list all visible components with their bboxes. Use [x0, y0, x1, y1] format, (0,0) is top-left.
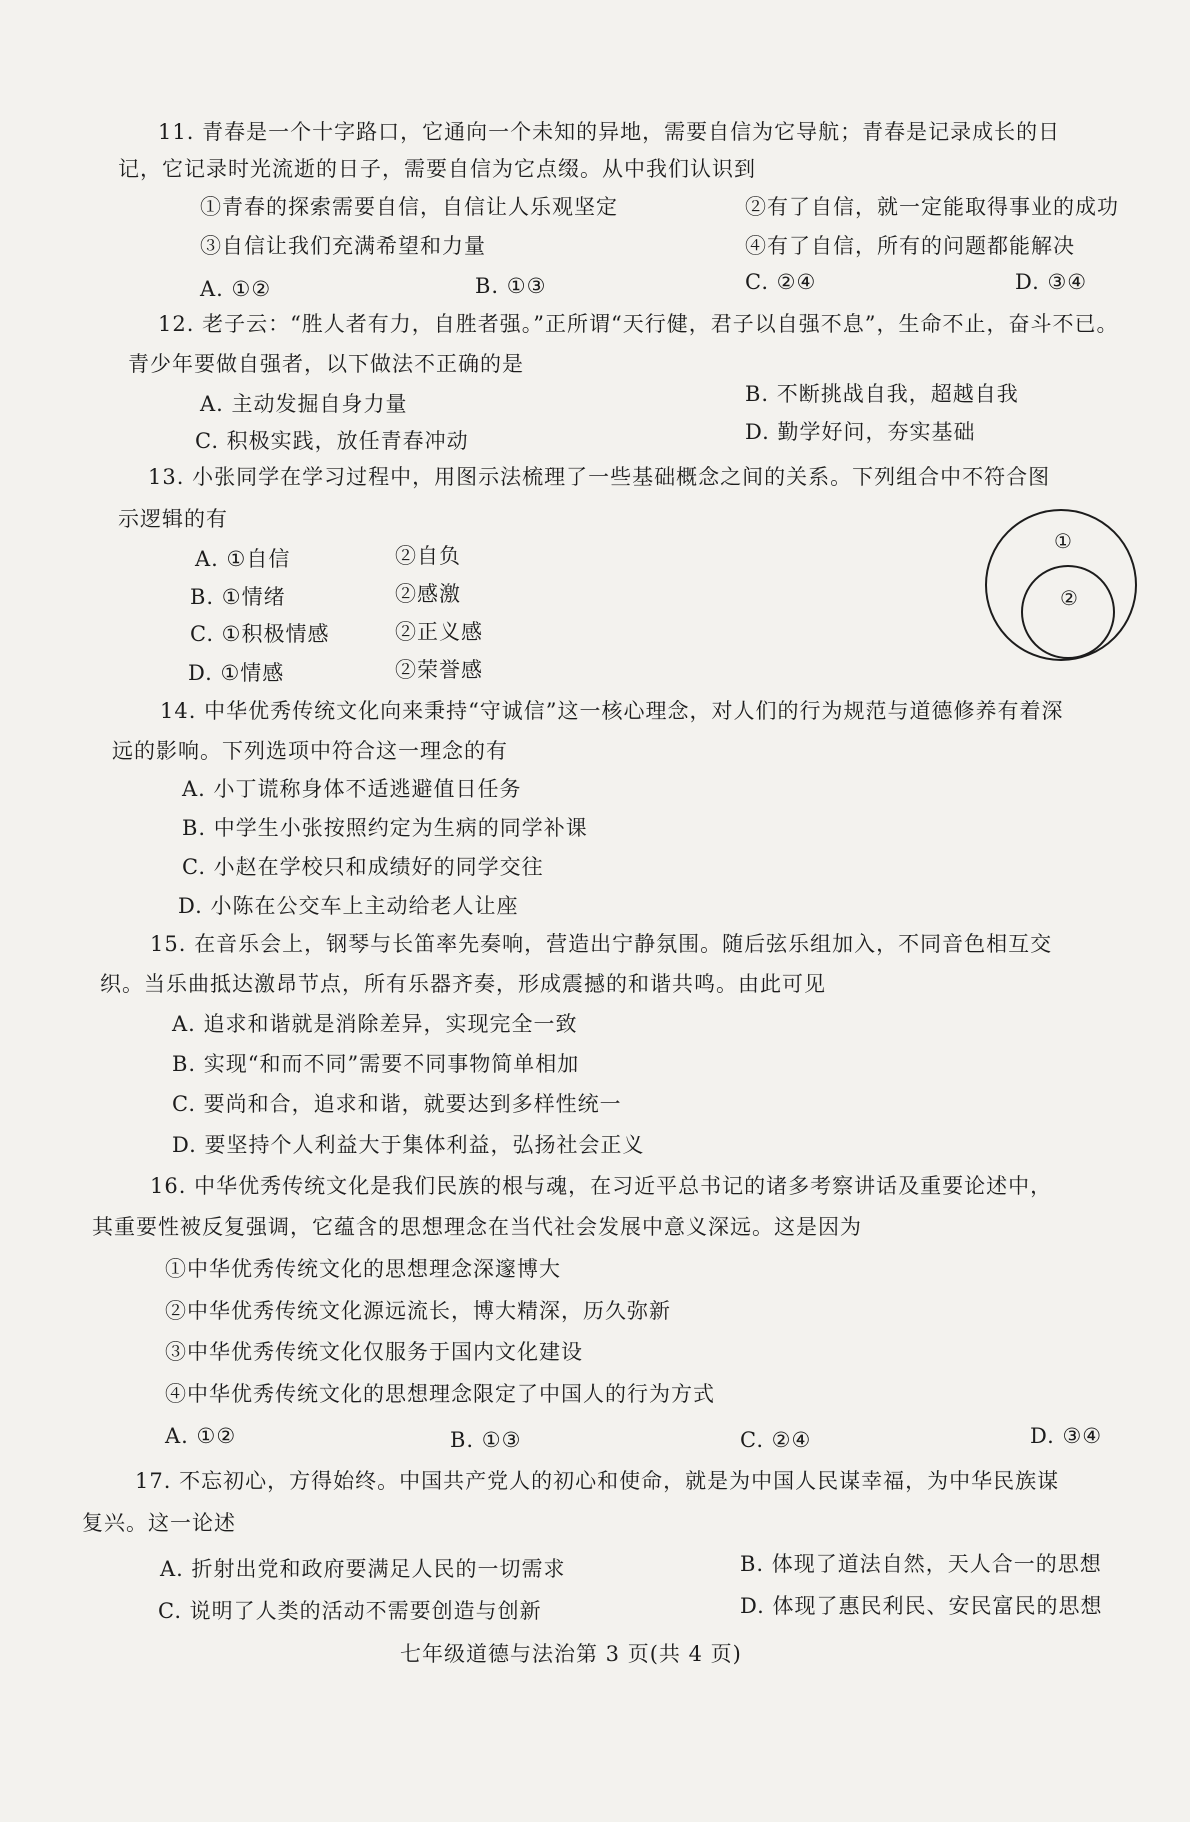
q16-statement-4: ④中华优秀传统文化的思想理念限定了中国人的行为方式: [165, 1382, 715, 1406]
q12-stem-line2: 青少年要做自强者，以下做法不正确的是: [128, 352, 524, 376]
q15-option-c: C. 要尚和合，追求和谐，就要达到多样性统一: [172, 1092, 622, 1116]
q13-stem-line1: 13. 小张同学在学习过程中，用图示法梳理了一些基础概念之间的关系。下列组合中不符合图: [148, 465, 1051, 489]
q11-stem-line2: 记，它记录时光流逝的日子，需要自信为它点缀。从中我们认识到: [118, 157, 756, 181]
q15-option-b: B. 实现“和而不同”需要不同事物简单相加: [172, 1052, 580, 1076]
page-footer: 七年级道德与法治第 3 页(共 4 页): [400, 1642, 742, 1666]
q17-stem-line1: 17. 不忘初心，方得始终。中国共产党人的初心和使命，就是为中国人民谋幸福，为中华民族谋: [135, 1469, 1060, 1493]
q13-option-d-1: D. ①情感: [188, 661, 285, 685]
q11-option-d: D. ③④: [1015, 270, 1088, 294]
q13-option-c-1: C. ①积极情感: [190, 622, 330, 646]
q11-option-b: B. ①③: [475, 274, 547, 298]
q17-option-b: B. 体现了道法自然，天人合一的思想: [740, 1552, 1102, 1576]
q14-option-c: C. 小赵在学校只和成绩好的同学交往: [182, 855, 544, 879]
q11-statement-4: ④有了自信，所有的问题都能解决: [745, 234, 1075, 258]
q14-stem-line1: 14. 中华优秀传统文化向来秉持“守诚信”这一核心理念，对人们的行为规范与道德修养有着深: [160, 699, 1064, 723]
q16-statement-2: ②中华优秀传统文化源远流长，博大精深，历久弥新: [165, 1299, 671, 1323]
q15-option-a: A. 追求和谐就是消除差异，实现完全一致: [172, 1012, 578, 1036]
q12-option-d: D. 勤学好问，夯实基础: [745, 420, 976, 444]
q17-option-c: C. 说明了人类的活动不需要创造与创新: [158, 1599, 542, 1623]
q16-option-b: B. ①③: [450, 1428, 522, 1452]
q12-option-a: A. 主动发掘自身力量: [200, 392, 408, 416]
q14-stem-line2: 远的影响。下列选项中符合这一理念的有: [112, 739, 508, 763]
q13-stem-line2: 示逻辑的有: [118, 507, 228, 531]
inner-circle: [1022, 566, 1114, 658]
q12-option-c: C. 积极实践，放任青春冲动: [195, 429, 469, 453]
inner-circle-label: ②: [1060, 586, 1078, 610]
q16-stem-line1: 16. 中华优秀传统文化是我们民族的根与魂，在习近平总书记的诸多考察讲话及重要论述中，: [150, 1174, 1053, 1198]
q11-statement-1: ①青春的探索需要自信，自信让人乐观坚定: [200, 195, 618, 219]
q16-option-a: A. ①②: [165, 1424, 237, 1448]
q16-stem-line2: 其重要性被反复强调，它蕴含的思想理念在当代社会发展中意义深远。这是因为: [92, 1215, 862, 1239]
q14-option-a: A. 小丁谎称身体不适逃避值日任务: [182, 777, 522, 801]
q15-stem-line2: 织。当乐曲抵达激昂节点，所有乐器齐奏，形成震撼的和谐共鸣。由此可见: [100, 972, 826, 996]
q13-option-a-1: A. ①自信: [195, 547, 291, 571]
q15-option-d: D. 要坚持个人利益大于集体利益，弘扬社会正义: [172, 1133, 645, 1157]
q13-option-d-2: ②荣誉感: [395, 658, 483, 682]
q12-option-b: B. 不断挑战自我，超越自我: [745, 382, 1019, 406]
q17-option-d: D. 体现了惠民利民、安民富民的思想: [740, 1594, 1103, 1618]
q12-stem-line1: 12. 老子云：“胜人者有力，自胜者强。”正所谓“天行健，君子以自强不息”，生命不止，奋斗不已。: [158, 312, 1119, 336]
q16-statement-1: ①中华优秀传统文化的思想理念深邃博大: [165, 1257, 561, 1281]
q11-statement-2: ②有了自信，就一定能取得事业的成功: [745, 195, 1119, 219]
q15-stem-line1: 15. 在音乐会上，钢琴与长笛率先奏响，营造出宁静氛围。随后弦乐组加入，不同音色相互交: [150, 932, 1053, 956]
q13-option-c-2: ②正义感: [395, 620, 483, 644]
q17-option-a: A. 折射出党和政府要满足人民的一切需求: [160, 1557, 566, 1581]
q14-option-d: D. 小陈在公交车上主动给老人让座: [178, 894, 519, 918]
q11-statement-3: ③自信让我们充满希望和力量: [200, 234, 486, 258]
q16-option-d: D. ③④: [1030, 1424, 1103, 1448]
q13-option-a-2: ②自负: [395, 544, 461, 568]
q16-statement-3: ③中华优秀传统文化仅服务于国内文化建设: [165, 1340, 583, 1364]
q11-option-c: C. ②④: [745, 270, 817, 294]
q13-option-b-1: B. ①情绪: [190, 585, 286, 609]
q11-stem-line1: 11. 青春是一个十字路口，它通向一个未知的异地，需要自信为它导航；青春是记录成长的日: [158, 120, 1061, 144]
q13-option-b-2: ②感激: [395, 582, 461, 606]
q17-stem-line2: 复兴。这一论述: [82, 1511, 236, 1535]
q11-option-a: A. ①②: [200, 277, 272, 301]
venn-diagram: [985, 505, 1140, 665]
q16-option-c: C. ②④: [740, 1428, 812, 1452]
outer-circle-label: ①: [1054, 529, 1072, 553]
q14-option-b: B. 中学生小张按照约定为生病的同学补课: [182, 816, 588, 840]
